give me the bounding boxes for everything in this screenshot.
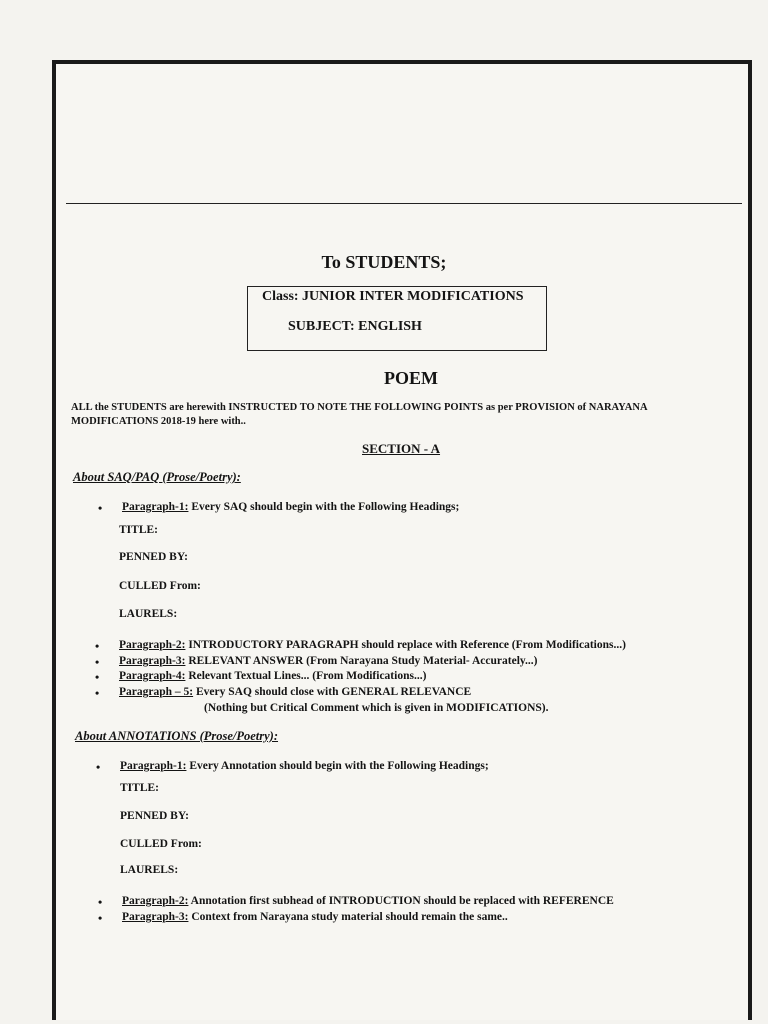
saq-heading-title: TITLE:: [119, 524, 158, 536]
bullet-icon: •: [98, 895, 103, 909]
bullet-icon: •: [95, 670, 100, 684]
subject-line: SUBJECT: ENGLISH: [288, 319, 422, 334]
instructions-paragraph: ALL the STUDENTS are herewith INSTRUCTED TO NOTE THE FOLLOWING POINTS as per PROVISION of NARAYANA MODIFICATIONS 2018-19 here with..: [71, 402, 647, 427]
poem-heading: POEM: [384, 368, 438, 388]
saq-heading-penned: PENNED BY:: [119, 551, 188, 563]
saq-heading-laurels: LAURELS:: [119, 608, 178, 620]
saq-heading: About SAQ/PAQ (Prose/Poetry):: [73, 470, 241, 484]
saq-paragraph-2: • Paragraph-2: INTRODUCTORY PARAGRAPH should replace with Reference (From Modifications...): [95, 639, 626, 653]
saq-heading-culled: CULLED From:: [119, 580, 201, 592]
bullet-icon: •: [95, 639, 100, 653]
annotation-paragraph-1: • Paragraph-1: Every Annotation should begin with the Following Headings;: [96, 760, 489, 774]
saq-paragraph-5: • Paragraph – 5: Every SAQ should close with GENERAL RELEVANCE: [95, 686, 472, 700]
annotation-heading-culled: CULLED From:: [120, 838, 202, 850]
bullet-icon: •: [95, 655, 100, 669]
saq-paragraph-5-continuation: (Nothing but Critical Comment which is given in MODIFICATIONS).: [204, 702, 549, 714]
bullet-icon: •: [98, 911, 103, 925]
annotation-paragraph-2: • Paragraph-2: Annotation first subhead of INTRODUCTION should be replaced with REFERENCE: [98, 895, 614, 909]
page-frame: [52, 60, 752, 1020]
annotation-heading-title: TITLE:: [120, 782, 159, 794]
annotation-heading-laurels: LAURELS:: [120, 864, 179, 876]
page-title: To STUDENTS;: [321, 252, 447, 272]
class-line: Class: JUNIOR INTER MODIFICATIONS: [262, 289, 524, 304]
saq-paragraph-4: • Paragraph-4: Relevant Textual Lines... (From Modifications...): [95, 670, 427, 684]
section-a-heading: SECTION - A: [362, 441, 441, 456]
bullet-icon: •: [95, 686, 100, 700]
bullet-icon: •: [96, 760, 101, 774]
header-rule: [66, 203, 742, 204]
annotation-paragraph-3: • Paragraph-3: Context from Narayana study material should remain the same..: [98, 911, 508, 925]
bullet-icon: •: [98, 501, 103, 515]
saq-paragraph-3: • Paragraph-3: RELEVANT ANSWER (From Narayana Study Material- Accurately...): [95, 655, 538, 669]
annotations-heading: About ANNOTATIONS (Prose/Poetry):: [75, 729, 279, 743]
saq-paragraph-1: • Paragraph-1: Every SAQ should begin with the Following Headings;: [98, 501, 460, 515]
annotation-heading-penned: PENNED BY:: [120, 810, 189, 822]
